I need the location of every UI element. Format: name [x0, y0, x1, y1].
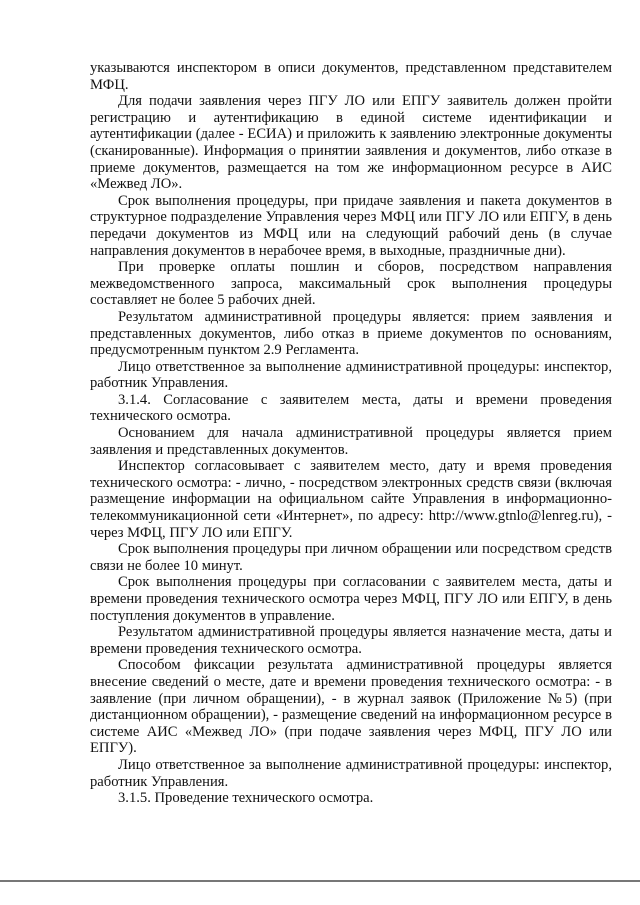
paragraph: Результатом административной процедуры является: прием заявления и представленных документов, либо отказ в приеме документов по основаниям, предусмотренным пунктом 2.9 Регламента.	[90, 308, 612, 359]
paragraph: Для подачи заявления через ПГУ ЛО или ЕПГУ заявитель должен пройти регистрацию и аутентификацию в единой системе идентификации и аутентификации (далее - ЕСИА) и приложить к заявлению электронные документы (сканированные). Информация о принятии заявления и документов, либо отказе в приеме документов, размещается на том же информационном ресурсе в АИС «Межвед ЛО».	[90, 93, 612, 193]
paragraph: Срок выполнения процедуры при согласовании с заявителем места, даты и времени проведения технического осмотра через МФЦ, ПГУ ЛО или ЕПГУ, в день поступления документов в управление.	[90, 574, 612, 624]
paragraph: указываются инспектором в описи документов, представленном представителем МФЦ.	[90, 60, 612, 93]
scan-edge-line	[0, 880, 640, 882]
paragraph: Лицо ответственное за выполнение административной процедуры: инспектор, работник Управления.	[90, 358, 612, 392]
paragraph: Лицо ответственное за выполнение административной процедуры: инспектор, работник Управления.	[90, 756, 612, 790]
paragraph: Способом фиксации результата административной процедуры является внесение сведений о месте, дате и времени проведения технического осмотра: - в заявление (при личном обращении), - в журнал заявок (Приложение №5) (при дистанционном обращении), - размещение сведений на информационном ресурсе в системе АИС «Межвед ЛО» (при подаче заявления через МФЦ, ПГУ ЛО или ЕПГУ).	[90, 657, 612, 757]
document-page	[90, 60, 612, 807]
paragraph: Срок выполнения процедуры при личном обращении или посредством средств связи не более 10 минут.	[90, 541, 612, 574]
section-heading: 3.1.4. Согласование с заявителем места, даты и времени проведения технического осмотра.	[90, 391, 612, 425]
paragraph: Инспектор согласовывает с заявителем место, дату и время проведения технического осмотра: - лично, - посредством электронных средств связи (включая размещение информации на официальном сайте Управления в информационно-телекоммуникационной сети «Интернет», по адресу: http://www.gtnlo@lenreg.ru), - через МФЦ, ПГУ ЛО или ЕПГУ.	[90, 458, 612, 541]
paragraph: Основанием для начала административной процедуры является прием заявления и представленных документов.	[90, 425, 612, 458]
paragraph: При проверке оплаты пошлин и сборов, посредством направления межведомственного запроса, максимальный срок выполнения процедуры составляет не более 5 рабочих дней.	[90, 259, 612, 309]
paragraph: Результатом административной процедуры является назначение места, даты и времени проведения технического осмотра.	[90, 624, 612, 657]
section-heading: 3.1.5. Проведение технического осмотра.	[118, 790, 374, 807]
paragraph: Срок выполнения процедуры, при придаче заявления и пакета документов в структурное подразделение Управления через МФЦ или ПГУ ЛО или ЕПГУ, в день передачи документов из МФЦ или на следующий рабочий день (в случае направления документов в нерабочее время, в выходные, праздничные дни).	[90, 192, 612, 259]
